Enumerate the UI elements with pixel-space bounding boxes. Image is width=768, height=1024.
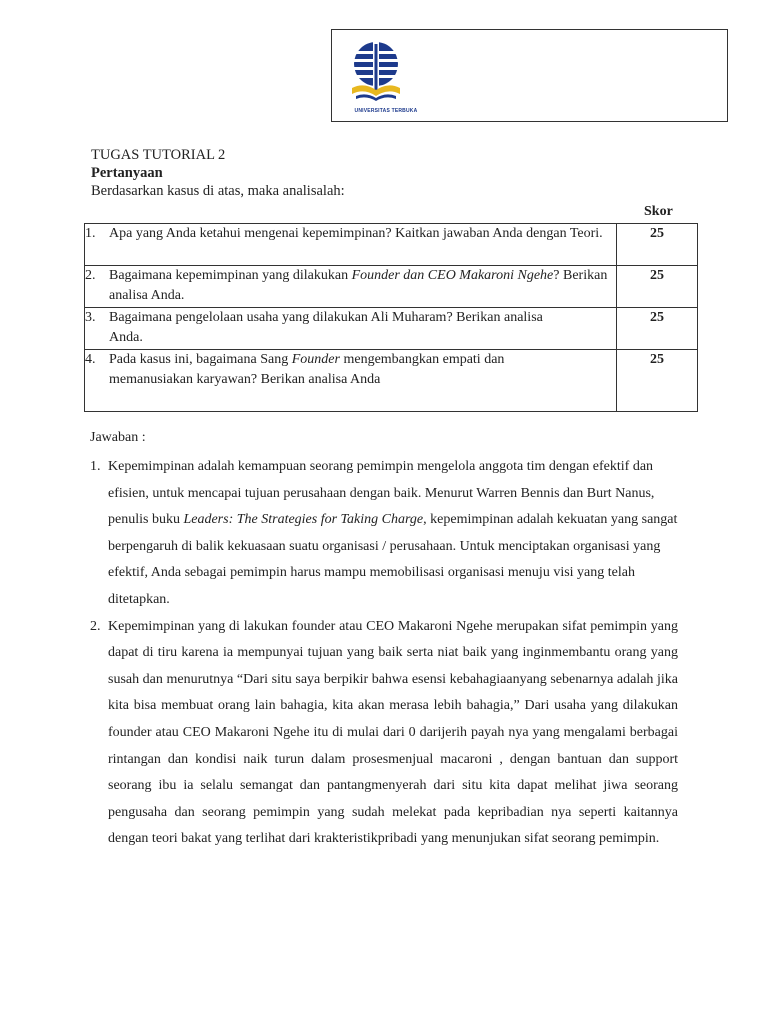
question-text: Bagaimana kepemimpinan yang dilakukan Founder dan CEO Makaroni Ngehe? Berikan analisa Anda. — [109, 268, 608, 303]
question-text: Apa yang Anda ketahui mengenai kepemimpinan? Kaitkan jawaban Anda dengan Teori. — [109, 226, 603, 241]
question-score: 25 — [617, 266, 698, 308]
question-number: 3. — [85, 310, 96, 325]
task-title: TUGAS TUTORIAL 2 — [91, 147, 226, 163]
question-number: 1. — [85, 226, 96, 241]
question-text: Pada kasus ini, bagaimana Sang Founder mengembangkan empati dan memanusiakan karyawan? Berikan analisa Anda — [109, 352, 505, 387]
answer-item — [90, 454, 678, 614]
task-heading — [91, 146, 345, 200]
table-row — [85, 266, 698, 308]
answer-number: 2. — [90, 618, 101, 634]
table-row — [85, 224, 698, 266]
question-score: 25 — [617, 224, 698, 266]
logo-label: UNIVERSITAS TERBUKA — [354, 108, 418, 114]
question-number: 2. — [85, 268, 96, 283]
answer-text: Kepemimpinan yang di lakukan founder atau CEO Makaroni Ngehe merupakan sifat pemimpin yang dapat di tiru karena ia mempunyai tujuan yang baik serta niat baik yang inginmembantu orang yang susah dan menurutnya “Dari situ saya berpikir bahwa esensi kebahagiaanyang sebenarnya adalah jika kita bisa membuat orang lain bahagia, kita akan merasa lebih bahagia,” Dari usaha yang dilakukan founder atau CEO Makaroni Ngehe itu di mulai dari 0 darijerih payah nya yang mengalami berbagai rintangan dan kondisi naik turun dalam prosesmenjual macaroni , dengan bantuan dan support seorang ibu ia selalu semangat dan pantangmenyerah dari situ kita dapat melihat jiwa seorang pengusaha dan seorang pemimpin yang sudah melekat pada kepribadian nya seperti kaitannya dengan teori bakat yang terlihat dari krakteristikpribadi yang menunjukan sifat seorang pemimpin. — [108, 618, 678, 847]
answer-text: Kepemimpinan adalah kemampuan seorang pemimpin mengelola anggota tim dengan efektif dan efisien, untuk mencapai tujuan perusahaan dengan baik. Menurut Warren Bennis dan Burt Nanus, penulis buku Leaders: The Strategies for Taking Charge, kepemimpinan adalah kekuatan yang sangat berpengaruh di balik kekuasaan suatu organisasi / perusahaan. Untuk menciptakan organisasi yang efektif, Anda sebagai pemimpin harus mampu memobilisasi organisasi menuju visi yang telah ditetapkan. — [108, 459, 678, 607]
table-row — [85, 308, 698, 350]
question-number: 4. — [85, 352, 96, 367]
question-score: 25 — [617, 350, 698, 412]
header-box — [331, 29, 728, 122]
section-heading: Pertanyaan — [91, 165, 163, 181]
answers-section — [90, 428, 678, 853]
table-row — [85, 350, 698, 412]
answer-item — [90, 614, 678, 853]
universitas-terbuka-logo — [346, 38, 418, 114]
logo-emblem-icon — [346, 38, 408, 108]
questions-table — [84, 223, 698, 412]
answers-label: Jawaban : — [90, 430, 146, 445]
intro-text: Berdasarkan kasus di atas, maka analisalah: — [91, 183, 345, 199]
score-column-header: Skor — [644, 204, 673, 219]
question-text: Bagaimana pengelolaan usaha yang dilakukan Ali Muharam? Berikan analisa Anda. — [109, 310, 543, 345]
question-score: 25 — [617, 308, 698, 350]
answer-number: 1. — [90, 459, 101, 474]
